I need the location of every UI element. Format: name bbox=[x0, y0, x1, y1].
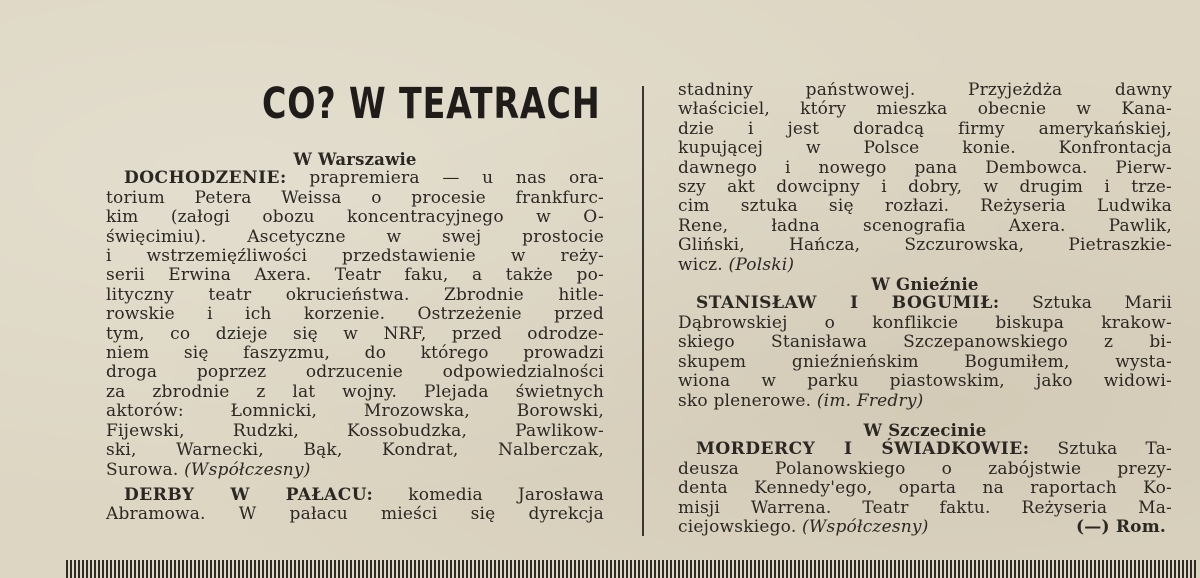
article-line: święcimiu). Ascetyczne w swej prostocie bbox=[106, 226, 604, 247]
article-line: ski, Warnecki, Bąk, Kondrat, Nalberczak, bbox=[106, 440, 604, 461]
article-line: misji Warrena. Teatr faktu. Reżyseria Ma- bbox=[678, 497, 1172, 518]
article-line: właściciel, który mieszka obecnie w Kana- bbox=[678, 99, 1172, 120]
article-line: stadniny państwowej. Przyjeżdża dawny bbox=[678, 80, 1172, 100]
author-signature: (—) Rom. bbox=[1076, 516, 1166, 537]
article-line: za zbrodnie z lat wojny. Plejada świetnych bbox=[106, 381, 604, 402]
article-lead-dochodzenie: DOCHODZENIE: bbox=[124, 168, 287, 189]
article-line: torium Petera Weissa o procesie frankfurc- bbox=[106, 187, 604, 208]
article-lead-derby: DERBY W PAŁACU: bbox=[124, 484, 374, 505]
section-heading-szczecin: W Szczecinie bbox=[863, 420, 987, 440]
article-line: aktorów: Łomnicki, Mrozowska, Borowski, bbox=[106, 401, 604, 422]
hatched-border bbox=[66, 560, 1196, 578]
column-divider bbox=[642, 86, 644, 536]
article-lead-mordercy: MORDERCY I ŚWIADKOWIE: bbox=[696, 439, 1030, 460]
article-line: deusza Polanowskiego o zabójstwie prezy- bbox=[678, 458, 1172, 479]
article-line: i wstrzemięźliwości przedstawienie w reży- bbox=[106, 246, 604, 267]
theatre-name: (Współczesny) bbox=[184, 459, 311, 480]
theatre-name: (Współczesny) bbox=[802, 516, 929, 537]
article-line: MORDERCY I ŚWIADKOWIE: Sztuka Ta- bbox=[696, 439, 1172, 460]
article-line: cim sztuka się rozłazi. Reżyseria Ludwika bbox=[678, 196, 1172, 217]
article-line: Dąbrowskiej o konflikcie biskupa krakow- bbox=[678, 312, 1172, 333]
article-line: szy akt dowcipny i dobry, w drugim i trze- bbox=[678, 177, 1172, 198]
page-title: CO? W TEATRACH bbox=[262, 79, 601, 129]
section-heading-warsaw: W Warszawie bbox=[293, 150, 417, 169]
article-line: sko plenerowe. (im. Fredry) bbox=[678, 390, 924, 411]
theatre-name: (im. Fredry) bbox=[816, 390, 924, 411]
article-line: skiego Stanisława Szczepanowskiego z bi- bbox=[678, 332, 1172, 353]
article-line: Surowa. (Współczesny) bbox=[106, 459, 311, 480]
article-line: kim (załogi obozu koncentracyjnego w O- bbox=[106, 207, 604, 228]
article-line: niem się faszyzmu, do którego prowadzi bbox=[106, 343, 604, 364]
right-column bbox=[678, 81, 1172, 537]
article-line: ciejowskiego. (Współczesny) (—) Rom. bbox=[678, 518, 1172, 537]
article-lead-stanislaw: STANISŁAW I BOGUMIŁ: bbox=[696, 293, 1000, 314]
section-heading-gniezno: W Gnieźnie bbox=[871, 275, 979, 295]
article-line: wicz. (Polski) bbox=[678, 254, 795, 275]
article-line: DOCHODZENIE: prapremiera — u nas ora- bbox=[124, 168, 604, 189]
article-line: Abramowa. W pałacu mieści się dyrekcja bbox=[106, 504, 604, 525]
article-line: kupującej w Polsce konie. Konfrontacja bbox=[678, 138, 1172, 159]
article-line: skupem gnieźnieńskim Bogumiłem, wysta- bbox=[678, 351, 1172, 372]
theatre-name: (Polski) bbox=[728, 254, 795, 275]
article-line: wiona w parku piastowskim, jako widowi- bbox=[678, 371, 1172, 392]
article-line: denta Kennedy'ego, oparta na raportach Ko- bbox=[678, 478, 1172, 499]
article-line: Fijewski, Rudzki, Kossobudzka, Pawlikow- bbox=[106, 420, 604, 441]
article-line: dawnego i nowego pana Dembowca. Pierw- bbox=[678, 157, 1172, 178]
article-line: STANISŁAW I BOGUMIŁ: Sztuka Marii bbox=[696, 293, 1172, 314]
article-line: serii Erwina Axera. Teatr faku, a także po- bbox=[106, 265, 604, 286]
article-line: tym, co dzieje się w NRF, przed odrodze- bbox=[106, 323, 604, 344]
article-line: lityczny teatr okrucieństwa. Zbrodnie hitle- bbox=[106, 284, 604, 305]
left-column bbox=[106, 150, 604, 525]
article-line: rowskie i ich korzenie. Ostrzeżenie przed bbox=[106, 304, 604, 325]
article-line: Gliński, Hańcza, Szczurowska, Pietraszkie- bbox=[678, 235, 1172, 256]
article-line: Rene, ładna scenografia Axera. Pawlik, bbox=[678, 215, 1172, 236]
article-line: DERBY W PAŁACU: komedia Jarosława bbox=[124, 484, 604, 505]
article-line: droga poprzez odrzucenie odpowiedzialności bbox=[106, 362, 604, 383]
article-line: dzie i jest doradcą firmy amerykańskiej, bbox=[678, 118, 1172, 139]
